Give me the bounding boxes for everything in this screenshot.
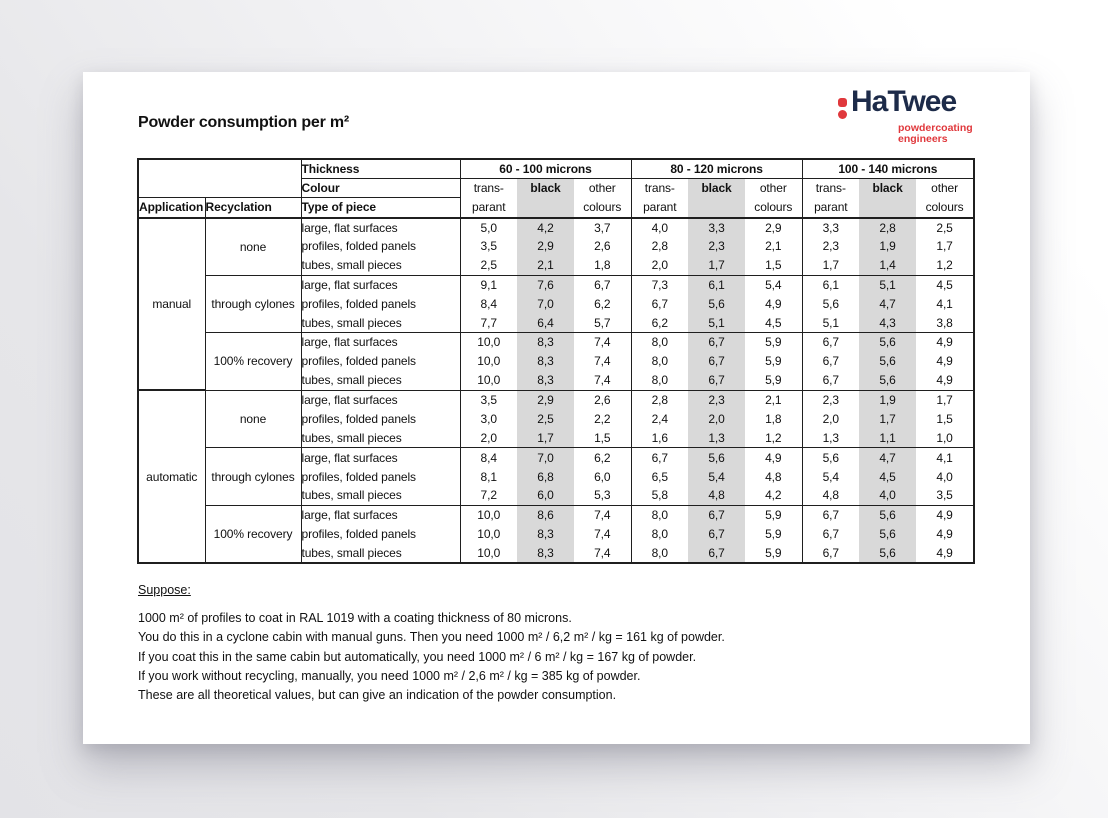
value-cell: 5,6	[859, 333, 916, 352]
hatwee-logo	[838, 85, 1063, 150]
value-cell: 4,5	[745, 313, 802, 332]
value-cell: 1,8	[745, 409, 802, 428]
value-cell: 6,7	[688, 371, 745, 390]
logo-tagline-line2: engineers	[898, 132, 948, 145]
header-type-of-piece: Type of piece	[301, 197, 460, 217]
value-cell: 10,0	[477, 335, 501, 350]
powder-consumption-table	[137, 158, 975, 564]
value-cell: 2,3	[822, 239, 839, 254]
logo-tagline-line1: powdercoating	[898, 122, 973, 134]
value-cell: 6,2	[631, 313, 688, 332]
value-cell: 10,0	[460, 371, 517, 390]
value-cell: 7,0	[517, 294, 574, 313]
value-cell: 5,6	[688, 294, 745, 313]
value-cell: 7,6	[517, 275, 574, 294]
value-cell: 1,5	[936, 411, 953, 426]
value-cell: 5,6	[859, 525, 916, 544]
value-cell: 5,1	[688, 313, 745, 332]
value-cell: 4,9	[936, 508, 953, 523]
value-cell: 6,5	[651, 469, 668, 484]
value-cell: 8,3	[517, 333, 574, 352]
page-title: Powder consumption per m²	[138, 114, 350, 131]
logo-colon-icon	[838, 98, 847, 119]
header-application: Application	[138, 197, 205, 217]
value-cell: 3,5	[480, 393, 497, 408]
recyclation-cell: through cylones	[205, 448, 301, 506]
header-micron-group: 100 - 140 microns	[802, 159, 974, 178]
table-row	[138, 390, 974, 409]
header-colour: Colour	[301, 178, 460, 197]
value-cell: 6,7	[822, 508, 839, 523]
type-of-piece-cell: profiles, folded panels	[301, 294, 460, 313]
value-cell: 1,7	[859, 409, 916, 428]
value-cell: 7,4	[574, 371, 631, 390]
value-cell: 5,6	[859, 505, 916, 524]
header-colour-column: other colours	[916, 178, 974, 218]
value-cell: 7,7	[460, 313, 517, 332]
note-line: 1000 m² of profiles to coat in RAL 1019 with a coating thickness of 80 microns.	[138, 611, 572, 625]
value-cell: 8,6	[517, 505, 574, 524]
value-cell: 4,1	[936, 450, 953, 465]
value-cell: 1,2	[916, 256, 974, 275]
value-cell: 1,3	[688, 429, 745, 448]
type-of-piece-cell: profiles, folded panels	[301, 409, 460, 428]
header-colour-column: trans- parant	[802, 178, 859, 218]
document-page	[83, 72, 1030, 744]
type-of-piece-cell: large, flat surfaces	[301, 505, 460, 524]
type-of-piece-cell: large, flat surfaces	[301, 218, 460, 237]
value-cell: 10,0	[460, 544, 517, 563]
value-cell: 8,4	[480, 450, 497, 465]
value-cell: 5,9	[745, 525, 802, 544]
note-line: If you work without recycling, manually, you need 1000 m² / 2,6 m² / kg = 385 kg of powder.	[138, 668, 641, 683]
value-cell: 5,1	[859, 275, 916, 294]
value-cell: 5,3	[574, 486, 631, 505]
value-cell: 1,7	[936, 393, 953, 408]
value-cell: 6,7	[802, 371, 859, 390]
value-cell: 4,8	[802, 486, 859, 505]
value-cell: 6,0	[517, 486, 574, 505]
notes-lines	[138, 609, 725, 705]
value-cell: 10,0	[477, 527, 501, 542]
value-cell: 1,3	[802, 429, 859, 448]
value-cell: 2,5	[936, 220, 953, 235]
value-cell: 3,8	[916, 313, 974, 332]
type-of-piece-cell: tubes, small pieces	[301, 313, 460, 332]
header-thickness: Thickness	[301, 159, 460, 178]
value-cell: 2,8	[859, 218, 916, 237]
value-cell: 2,4	[651, 411, 668, 426]
logo-dot-icon	[838, 98, 847, 107]
table-row	[138, 275, 974, 294]
value-cell: 8,3	[517, 544, 574, 563]
value-cell: 8,0	[651, 527, 668, 542]
value-cell: 3,5	[480, 239, 497, 254]
value-cell: 6,7	[802, 544, 859, 563]
recyclation-cell: none	[205, 390, 301, 448]
type-of-piece-cell: profiles, folded panels	[301, 525, 460, 544]
value-cell: 6,2	[574, 294, 631, 313]
table-row	[138, 333, 974, 352]
recyclation-cell: none	[205, 218, 301, 276]
value-cell: 5,0	[480, 220, 497, 235]
application-cell: automatic	[138, 390, 205, 563]
value-cell: 4,9	[936, 354, 953, 369]
value-cell: 2,0	[460, 429, 517, 448]
value-cell: 2,1	[517, 256, 574, 275]
value-cell: 10,0	[477, 354, 501, 369]
notes-heading: Suppose:	[138, 583, 191, 597]
value-cell: 1,2	[745, 429, 802, 448]
value-cell: 7,3	[651, 277, 668, 292]
value-cell: 6,7	[688, 525, 745, 544]
value-cell: 3,3	[688, 218, 745, 237]
value-cell: 6,7	[651, 296, 668, 311]
type-of-piece-cell: tubes, small pieces	[301, 544, 460, 563]
value-cell: 1,1	[859, 429, 916, 448]
value-cell: 8,3	[517, 525, 574, 544]
type-of-piece-cell: large, flat surfaces	[301, 333, 460, 352]
value-cell: 4,3	[859, 313, 916, 332]
value-cell: 7,0	[517, 448, 574, 467]
header-recyclation: Recyclation	[205, 197, 301, 217]
value-cell: 6,7	[688, 333, 745, 352]
value-cell: 1,7	[688, 256, 745, 275]
value-cell: 2,5	[517, 409, 574, 428]
value-cell: 4,7	[859, 294, 916, 313]
value-cell: 4,2	[745, 486, 802, 505]
value-cell: 5,4	[745, 275, 802, 294]
value-cell: 4,9	[936, 335, 953, 350]
value-cell: 1,6	[631, 429, 688, 448]
value-cell: 4,0	[651, 220, 668, 235]
header-colour-column: other colours	[745, 178, 802, 218]
value-cell: 2,3	[822, 393, 839, 408]
value-cell: 5,4	[688, 467, 745, 486]
value-cell: 7,2	[460, 486, 517, 505]
note-line: If you coat this in the same cabin but automatically, you need 1000 m² / 6 m² / kg = 167 kg of powder.	[138, 649, 697, 664]
header-colour-column: black	[517, 178, 574, 218]
value-cell: 4,9	[936, 527, 953, 542]
type-of-piece-cell: tubes, small pieces	[301, 429, 460, 448]
value-cell: 5,4	[822, 469, 839, 484]
note-line: You do this in a cyclone cabin with manual guns. Then you need 1000 m² / 6,2 m² / kg = 161 kg of powder.	[138, 630, 725, 645]
value-cell: 2,5	[460, 256, 517, 275]
value-cell: 5,9	[745, 352, 802, 371]
value-cell: 3,0	[480, 411, 497, 426]
recyclation-cell: 100% recovery	[205, 333, 301, 391]
value-cell: 7,4	[574, 525, 631, 544]
value-cell: 1,9	[859, 390, 916, 409]
value-cell: 4,9	[916, 371, 974, 390]
value-cell: 2,9	[745, 218, 802, 237]
value-cell: 1,7	[517, 429, 574, 448]
value-cell: 8,0	[631, 371, 688, 390]
type-of-piece-cell: large, flat surfaces	[301, 275, 460, 294]
value-cell: 5,6	[859, 352, 916, 371]
value-cell: 2,3	[688, 237, 745, 256]
value-cell: 5,6	[859, 544, 916, 563]
value-cell: 8,0	[651, 335, 668, 350]
value-cell: 6,7	[822, 354, 839, 369]
note-line: These are all theoretical values, but can give an indication of the powder consumption.	[138, 688, 617, 703]
value-cell: 9,1	[480, 277, 497, 292]
type-of-piece-cell: tubes, small pieces	[301, 256, 460, 275]
value-cell: 2,3	[688, 390, 745, 409]
value-cell: 8,0	[631, 544, 688, 563]
value-cell: 8,0	[651, 508, 668, 523]
recyclation-cell: through cylones	[205, 275, 301, 333]
value-cell: 8,3	[517, 352, 574, 371]
value-cell: 2,9	[517, 390, 574, 409]
header-colour-column: trans- parant	[460, 178, 517, 218]
type-of-piece-cell: profiles, folded panels	[301, 467, 460, 486]
value-cell: 6,7	[688, 505, 745, 524]
value-cell: 7,4	[574, 544, 631, 563]
value-cell: 5,6	[822, 450, 839, 465]
type-of-piece-cell: large, flat surfaces	[301, 448, 460, 467]
value-cell: 5,9	[745, 371, 802, 390]
table-row	[138, 218, 974, 237]
value-cell: 3,7	[574, 218, 631, 237]
table-row	[138, 448, 974, 467]
value-cell: 4,8	[745, 467, 802, 486]
value-cell: 2,6	[574, 237, 631, 256]
value-cell: 5,9	[745, 333, 802, 352]
value-cell: 2,2	[574, 409, 631, 428]
value-cell: 5,8	[631, 486, 688, 505]
header-micron-group: 60 - 100 microns	[460, 159, 631, 178]
value-cell: 1,0	[916, 429, 974, 448]
value-cell: 2,1	[745, 390, 802, 409]
value-cell: 4,9	[745, 294, 802, 313]
value-cell: 7,4	[574, 505, 631, 524]
value-cell: 6,0	[574, 467, 631, 486]
value-cell: 1,7	[802, 256, 859, 275]
value-cell: 2,6	[574, 390, 631, 409]
value-cell: 4,0	[936, 469, 953, 484]
type-of-piece-cell: large, flat surfaces	[301, 390, 460, 409]
value-cell: 4,0	[859, 486, 916, 505]
header-micron-group: 80 - 120 microns	[631, 159, 802, 178]
value-cell: 6,2	[574, 448, 631, 467]
value-cell: 4,9	[916, 544, 974, 563]
header-colour-column: black	[688, 178, 745, 218]
value-cell: 10,0	[477, 508, 501, 523]
value-cell: 6,1	[822, 277, 839, 292]
table-row	[138, 505, 974, 524]
value-cell: 5,6	[822, 296, 839, 311]
value-cell: 5,9	[745, 544, 802, 563]
value-cell: 6,7	[822, 527, 839, 542]
value-cell: 2,9	[517, 237, 574, 256]
type-of-piece-cell: profiles, folded panels	[301, 352, 460, 371]
type-of-piece-cell: profiles, folded panels	[301, 237, 460, 256]
value-cell: 5,7	[574, 313, 631, 332]
value-cell: 1,4	[859, 256, 916, 275]
value-cell: 4,9	[745, 448, 802, 467]
value-cell: 7,4	[574, 333, 631, 352]
value-cell: 5,9	[745, 505, 802, 524]
value-cell: 3,5	[916, 486, 974, 505]
value-cell: 8,0	[651, 354, 668, 369]
application-cell: manual	[138, 218, 205, 391]
logo-dot-icon	[838, 110, 847, 119]
value-cell: 5,6	[859, 371, 916, 390]
recyclation-cell: 100% recovery	[205, 505, 301, 563]
table-corner-empty	[138, 159, 301, 197]
value-cell: 8,1	[480, 469, 497, 484]
value-cell: 8,3	[517, 371, 574, 390]
value-cell: 1,8	[574, 256, 631, 275]
header-colour-column: black	[859, 178, 916, 218]
logo-tagline	[898, 123, 973, 144]
value-cell: 6,7	[688, 352, 745, 371]
value-cell: 6,7	[688, 544, 745, 563]
type-of-piece-cell: tubes, small pieces	[301, 486, 460, 505]
value-cell: 6,7	[574, 275, 631, 294]
value-cell: 2,0	[688, 409, 745, 428]
value-cell: 2,8	[651, 393, 668, 408]
value-cell: 2,0	[822, 411, 839, 426]
value-cell: 3,3	[822, 220, 839, 235]
header-colour-column: other colours	[574, 178, 631, 218]
value-cell: 5,1	[802, 313, 859, 332]
header-colour-column: trans- parant	[631, 178, 688, 218]
value-cell: 6,4	[517, 313, 574, 332]
value-cell: 8,4	[480, 296, 497, 311]
value-cell: 2,0	[631, 256, 688, 275]
value-cell: 6,7	[822, 335, 839, 350]
value-cell: 1,7	[936, 239, 953, 254]
value-cell: 6,1	[688, 275, 745, 294]
value-cell: 4,2	[517, 218, 574, 237]
value-cell: 6,7	[651, 450, 668, 465]
value-cell: 2,8	[651, 239, 668, 254]
value-cell: 1,5	[745, 256, 802, 275]
value-cell: 4,1	[936, 296, 953, 311]
value-cell: 4,7	[859, 448, 916, 467]
type-of-piece-cell: tubes, small pieces	[301, 371, 460, 390]
value-cell: 2,1	[745, 237, 802, 256]
value-cell: 6,8	[517, 467, 574, 486]
value-cell: 1,5	[574, 429, 631, 448]
notes-section	[138, 583, 725, 705]
value-cell: 4,8	[688, 486, 745, 505]
value-cell: 1,9	[859, 237, 916, 256]
value-cell: 4,5	[936, 277, 953, 292]
value-cell: 5,6	[688, 448, 745, 467]
value-cell: 7,4	[574, 352, 631, 371]
logo-wordmark: HaTwee	[851, 85, 957, 118]
value-cell: 4,5	[859, 467, 916, 486]
